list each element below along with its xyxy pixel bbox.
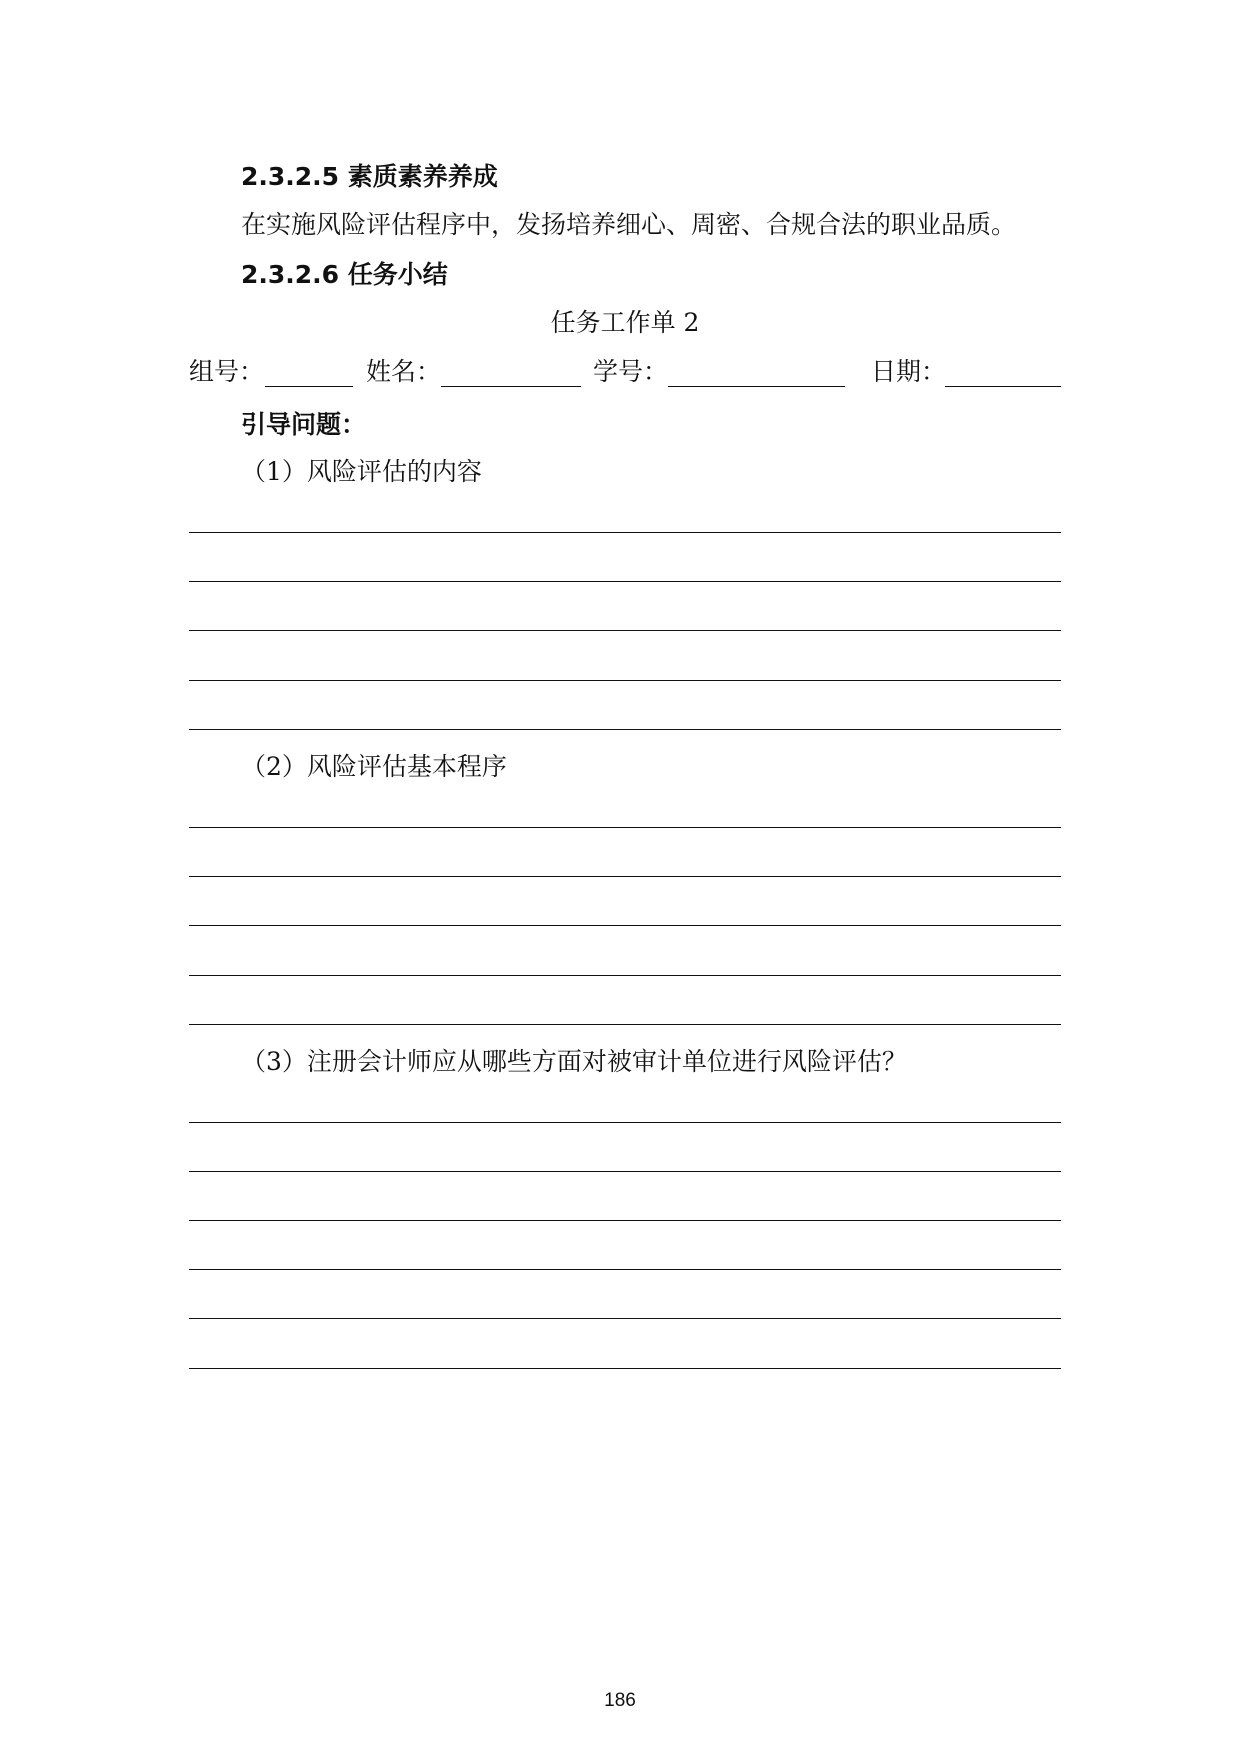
answer-line[interactable] (189, 975, 1061, 976)
section-heading-summary: 2.3.2.6 任务小结 (241, 260, 448, 289)
student-id-label: 学号： (593, 357, 669, 386)
name-blank[interactable] (441, 386, 581, 387)
date-blank[interactable] (945, 386, 1061, 387)
question-3: （3）注册会计师应从哪些方面对被审计单位进行风险评估？ (241, 1047, 907, 1076)
question-2: （2）风险评估基本程序 (241, 752, 507, 781)
answer-line[interactable] (189, 1269, 1061, 1270)
answer-line[interactable] (189, 680, 1061, 681)
group-number-blank[interactable] (265, 386, 353, 387)
answer-line[interactable] (189, 1122, 1061, 1123)
question-1: （1）风险评估的内容 (241, 457, 482, 486)
answer-line[interactable] (189, 1220, 1061, 1221)
date-label: 日期： (871, 357, 947, 386)
answer-line[interactable] (189, 532, 1061, 533)
answer-line[interactable] (189, 925, 1061, 926)
group-number-label: 组号： (189, 357, 265, 386)
section-paragraph-quality: 在实施风险评估程序中，发扬培养细心、周密、合规合法的职业品质。 (241, 210, 1017, 239)
guide-questions-heading: 引导问题： (241, 410, 367, 439)
answer-line[interactable] (189, 729, 1061, 730)
section-heading-quality: 2.3.2.5 素质素养养成 (241, 162, 498, 191)
answer-line[interactable] (189, 581, 1061, 582)
page-number: 186 (604, 1690, 636, 1711)
worksheet-title: 任务工作单 2 (550, 308, 700, 337)
student-id-blank[interactable] (668, 386, 845, 387)
answer-line[interactable] (189, 827, 1061, 828)
answer-line[interactable] (189, 876, 1061, 877)
answer-line[interactable] (189, 630, 1061, 631)
answer-line[interactable] (189, 1368, 1061, 1369)
answer-line[interactable] (189, 1171, 1061, 1172)
answer-line[interactable] (189, 1318, 1061, 1319)
name-label: 姓名： (366, 357, 442, 386)
answer-line[interactable] (189, 1024, 1061, 1025)
